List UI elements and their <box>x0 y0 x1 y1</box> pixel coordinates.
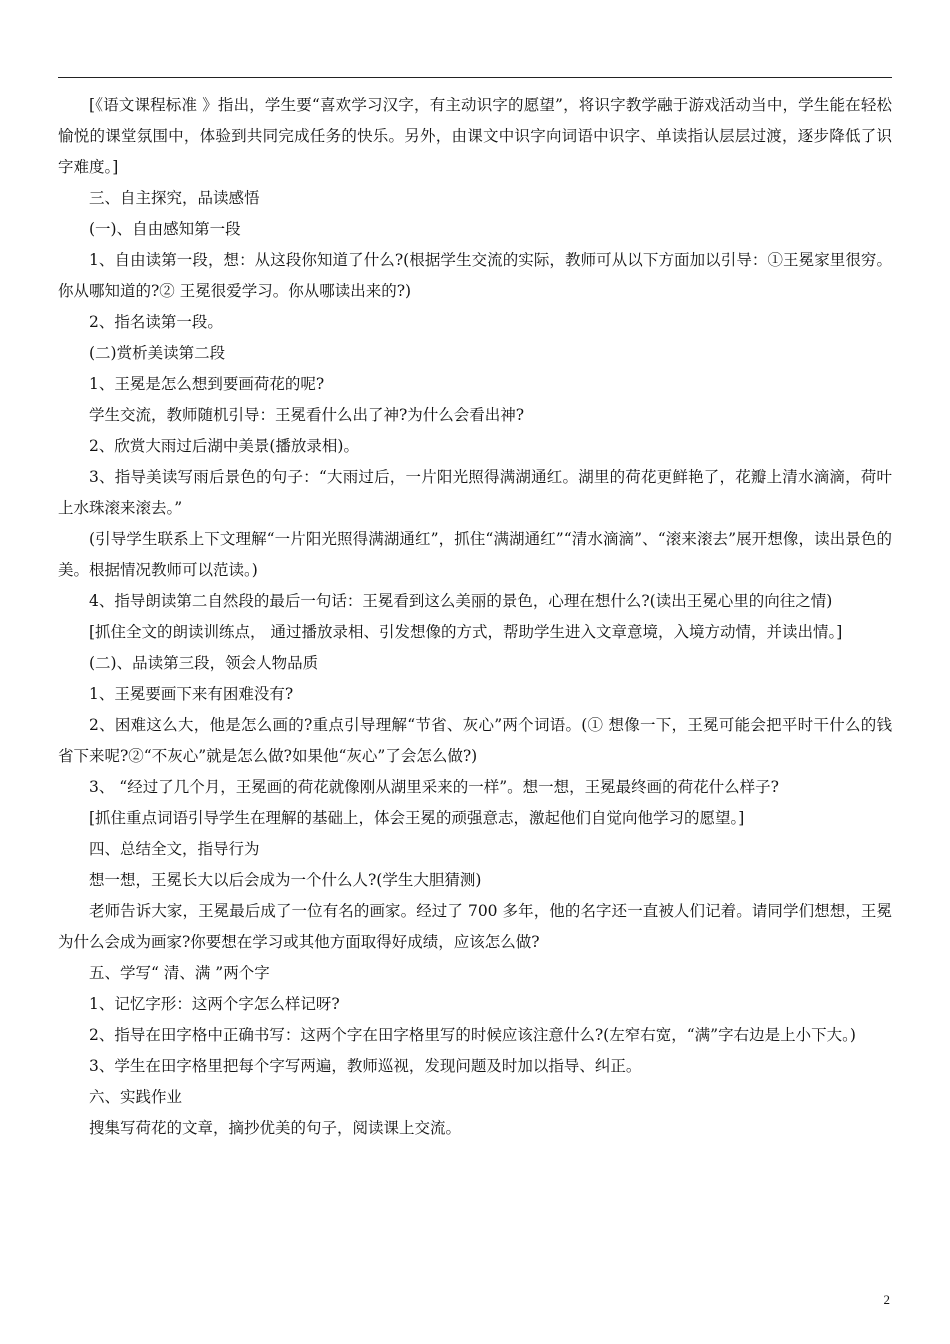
paragraph: 2、指导在田字格中正确书写：这两个字在田字格里写的时候应该注意什么?(左窄右宽，“满”字右边是上小下大。) <box>89 1026 856 1044</box>
section-heading: 五、学写“ 清、满 ”两个字 <box>89 964 270 982</box>
paragraph: 2、欣赏大雨过后湖中美景(播放录相)。 <box>89 437 359 455</box>
paragraph: 老师告诉大家，王冕最后成了一位有名的画家。经过了 700 多年，他的名字还一直被人们记着。请同学们想想，王冕为什么会成为画家?你要想在学习或其他方面取得好成绩，应该怎么做? <box>58 902 892 951</box>
paragraph: 2、困难这么大，他是怎么画的?重点引导理解“节省、灰心”两个词语。(① 想像一下，王冕可能会把平时干什么的钱省下来呢?②“不灰心”就是怎么做?如果他“灰心”了会怎么做?) <box>58 716 892 765</box>
paragraph: 1、记忆字形：这两个字怎么样记呀? <box>89 995 340 1013</box>
paragraph: 1、王冕是怎么想到要画荷花的呢? <box>89 375 325 393</box>
section-heading: 六、实践作业 <box>89 1088 183 1106</box>
note-paragraph: [抓住全文的朗读训练点， 通过播放录相、引发想像的方式，帮助学生进入文章意境，入境方动情，并读出情。] <box>89 623 843 641</box>
paragraph: 1、自由读第一段，想：从这段你知道了什么?(根据学生交流的实际，教师可从以下方面加以引导：①王冕家里很穷。你从哪知道的?② 王冕很爱学习。你从哪读出来的?) <box>58 251 892 300</box>
paragraph: 2、指名读第一段。 <box>89 313 223 331</box>
subsection-heading: (二)、品读第三段，领会人物品质 <box>89 654 319 672</box>
paragraph: 3、指导美读写雨后景色的句子：“大雨过后，一片阳光照得满湖通红。湖里的荷花更鲜艳了，花瓣上清水滴滴，荷叶上水珠滚来滚去。” <box>58 468 892 517</box>
page-number: 2 <box>883 1292 890 1307</box>
document-body <box>58 90 892 1144</box>
paragraph: 搜集写荷花的文章，摘抄优美的句子，阅读课上交流。 <box>89 1119 462 1137</box>
header-rule <box>58 77 892 78</box>
paragraph: (引导学生联系上下文理解“一片阳光照得满湖通红”，抓住“满湖通红”“清水滴滴”、“滚来滚去”展开想像，读出景色的美。根据情况教师可以范读。) <box>58 530 892 579</box>
subsection-heading: (一)、自由感知第一段 <box>89 220 241 238</box>
note-paragraph: [抓住重点词语引导学生在理解的基础上，体会王冕的顽强意志，激起他们自觉向他学习的愿望。] <box>89 809 745 827</box>
paragraph: 4、指导朗读第二自然段的最后一句话：王冕看到这么美丽的景色，心理在想什么?(读出王冕心里的向往之情) <box>89 592 833 610</box>
paragraph: 3、 “经过了几个月，王冕画的荷花就像刚从湖里采来的一样”。想一想，王冕最终画的荷花什么样子? <box>89 778 779 796</box>
subsection-heading: (二)赏析美读第二段 <box>89 344 226 362</box>
paragraph: 学生交流，教师随机引导：王冕看什么出了神?为什么会看出神? <box>89 406 525 424</box>
section-heading: 三、自主探究，品读感悟 <box>89 189 260 207</box>
section-heading: 四、总结全文，指导行为 <box>89 840 260 858</box>
paragraph: 3、学生在田字格里把每个字写两遍，教师巡视，发现问题及时加以指导、纠正。 <box>89 1057 642 1075</box>
paragraph: 1、王冕要画下来有困难没有? <box>89 685 294 703</box>
note-paragraph: [《语文课程标准 》指出，学生要“喜欢学习汉字，有主动识字的愿望”，将识字教学融于游戏活动当中，学生能在轻松愉悦的课堂氛围中，体验到共同完成任务的快乐。另外，由课文中识字向词语中识字、单读指认层层过渡，逐步降低了识字难度。] <box>58 96 892 176</box>
paragraph: 想一想，王冕长大以后会成为一个什么人?(学生大胆猜测) <box>89 871 482 889</box>
